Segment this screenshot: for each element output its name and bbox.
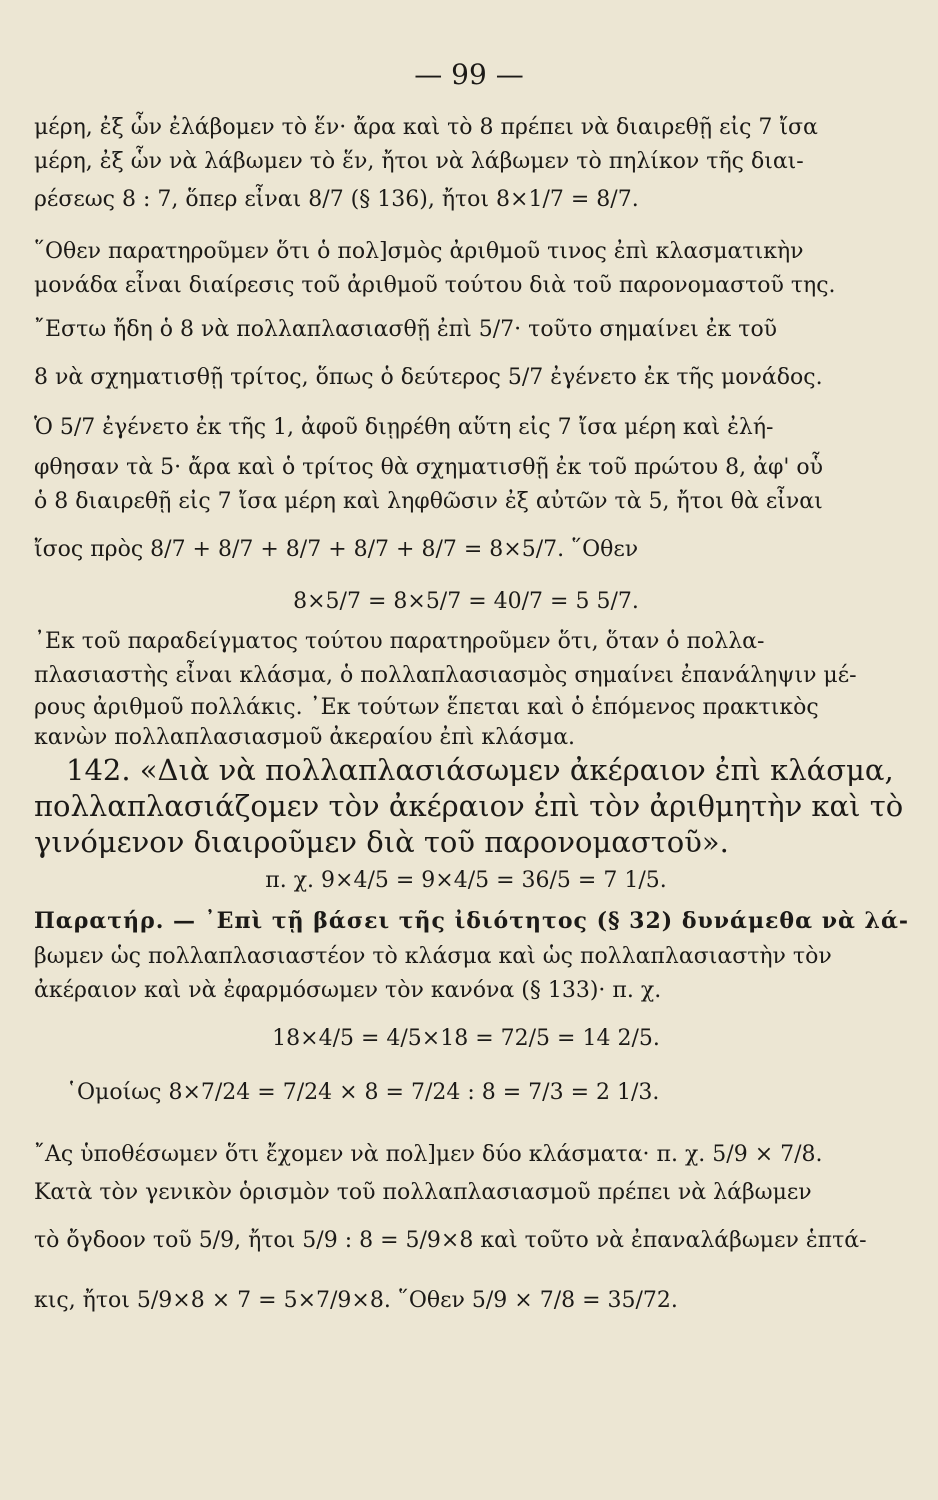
text-line: φθησαν τὰ 5· ἄρα καὶ ὁ τρίτος θὰ σχηματισθῇ ἐκ τοῦ πρώτου 8, ἀφ' οὗ — [34, 455, 824, 480]
text-line: κανὼν πολλαπλασιασμοῦ ἀκεραίου ἐπὶ κλάσμα. — [34, 725, 576, 750]
equation-line: 8×5/7 = 8×5/7 = 40/7 = 5 5/7. — [293, 589, 639, 614]
text-line: μέρη, ἐξ ὧν νὰ λάβωμεν τὸ ἕν, ἤτοι νὰ λάβωμεν τὸ πηλίκον τῆς διαι- — [34, 149, 804, 174]
text-line: ὁ 8 διαιρεθῇ εἰς 7 ἴσα μέρη καὶ ληφθῶσιν ἐξ αὐτῶν τὰ 5, ἤτοι θὰ εἶναι — [34, 489, 823, 514]
text-line: ῎Εστω ἤδη ὁ 8 νὰ πολλαπλασιασθῇ ἐπὶ 5/7· τοῦτο σημαίνει ἐκ τοῦ — [34, 317, 778, 342]
text-line: Κατὰ τὸν γενικὸν ὁρισμὸν τοῦ πολλαπλασιασμοῦ πρέπει νὰ λάβωμεν — [34, 1180, 812, 1205]
text-line: ρους ἀριθμοῦ πολλάκις. ᾿Εκ τούτων ἕπεται καὶ ὁ ἑπόμενος πρακτικὸς — [34, 695, 819, 720]
page-number: — 99 — — [414, 58, 524, 91]
text-line: ἀκέραιον καὶ νὰ ἐφαρμόσωμεν τὸν κανόνα (§ 133)· π. χ. — [34, 978, 662, 1003]
text-line: τὸ ὄγδοον τοῦ 5/9, ἤτοι 5/9 : 8 = 5/9×8 καὶ τοῦτο νὰ ἐπαναλάβωμεν ἑπτά- — [34, 1228, 867, 1253]
rule-heading-142: 142. «Διὰ νὰ πολλαπλασιάσωμεν ἀκέραιον ἐπὶ κλάσμα, — [66, 753, 894, 787]
text-line: πλασιαστὴς εἶναι κλάσμα, ὁ πολλαπλασιασμὸς σημαίνει ἐπανάληψιν μέ- — [34, 663, 857, 688]
rule-line: γινόμενον διαιροῦμεν διὰ τοῦ παρονομαστοῦ». — [34, 825, 729, 859]
text-line: μονάδα εἶναι διαίρεσις τοῦ ἀριθμοῦ τούτου διὰ τοῦ παρονομαστοῦ της. — [34, 273, 836, 298]
text-line: κις, ἤτοι 5/9×8 × 7 = 5×7/9×8. ῞Οθεν 5/9 × 7/8 = 35/72. — [34, 1288, 678, 1313]
text-line: ᾿Εκ τοῦ παραδείγματος τούτου παρατηροῦμεν ὅτι, ὅταν ὁ πολλα- — [34, 629, 765, 654]
text-line: ῞Οθεν παρατηροῦμεν ὅτι ὁ πολ]σμὸς ἀριθμοῦ τινος ἐπὶ κλασματικὴν — [34, 239, 804, 264]
text-line: βωμεν ὡς πολλαπλασιαστέον τὸ κλάσμα καὶ ὡς πολλαπλασιαστὴν τὸν — [34, 944, 832, 969]
equation-line: ῾Ομοίως 8×7/24 = 7/24 × 8 = 7/24 : 8 = 7/3 = 2 1/3. — [66, 1080, 660, 1105]
remark-line: Παρατήρ. — ᾿Επὶ τῇ βάσει τῆς ἰδιότητος (§ 32) δυνάμεθα νὰ λά- — [34, 908, 910, 934]
text-line: μέρη, ἐξ ὧν ἐλάβομεν τὸ ἕν· ἄρα καὶ τὸ 8 πρέπει νὰ διαιρεθῇ εἰς 7 ἴσα — [34, 115, 818, 140]
text-line: 8 νὰ σχηματισθῇ τρίτος, ὅπως ὁ δεύτερος 5/7 ἐγένετο ἐκ τῆς μονάδος. — [34, 365, 823, 390]
rule-line: πολλαπλασιάζομεν τὸν ἀκέραιον ἐπὶ τὸν ἀριθμητὴν καὶ τὸ — [34, 789, 904, 823]
text-line: ῎Ας ὑποθέσωμεν ὅτι ἔχομεν νὰ πολ]μεν δύο κλάσματα· π. χ. 5/9 × 7/8. — [34, 1142, 823, 1167]
equation-line: 18×4/5 = 4/5×18 = 72/5 = 14 2/5. — [272, 1026, 660, 1051]
equation-line: π. χ. 9×4/5 = 9×4/5 = 36/5 = 7 1/5. — [265, 868, 667, 893]
text-line: ρέσεως 8 : 7, ὅπερ εἶναι 8/7 (§ 136), ἤτοι 8×1/7 = 8/7. — [34, 187, 639, 212]
text-line: Ὁ 5/7 ἐγένετο ἐκ τῆς 1, ἀφοῦ διῃρέθη αὕτη εἰς 7 ἴσα μέρη καὶ ἐλή- — [34, 415, 774, 440]
text-line: ἴσος πρὸς 8/7 + 8/7 + 8/7 + 8/7 + 8/7 = 8×5/7. ῞Οθεν — [34, 537, 639, 562]
